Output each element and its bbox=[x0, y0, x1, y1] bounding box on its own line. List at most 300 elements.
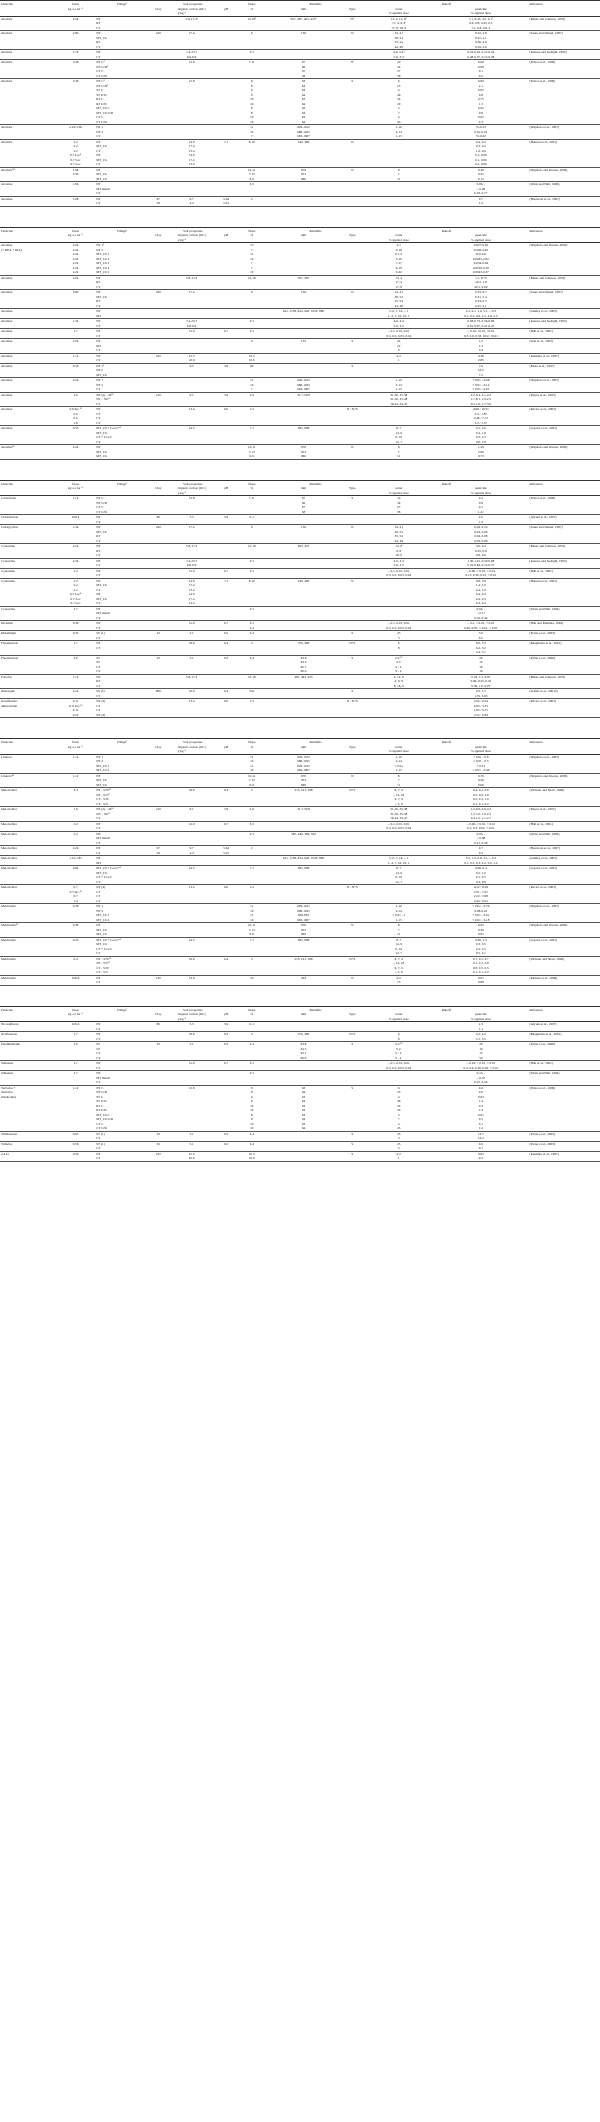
cell-oc: 6.6-6.9 bbox=[168, 324, 216, 329]
table-row bbox=[0, 454, 600, 459]
cell-t: NT bbox=[96, 1032, 101, 1036]
cell-oc: 14.0 bbox=[188, 139, 195, 144]
cell-water: 4-6, 3-4³ bbox=[393, 50, 405, 54]
cell-t: CT bbox=[95, 1037, 149, 1042]
cell-pest: 0.1 bbox=[478, 505, 483, 509]
cell-d: 2.24 bbox=[72, 558, 79, 563]
table-row bbox=[0, 1156, 600, 1161]
cell-t: CT bbox=[95, 1080, 149, 1085]
cell-ref: (Isensee and Sadeghi, 1993) bbox=[529, 558, 567, 563]
cell-t: ST U/D bbox=[96, 1099, 107, 1103]
cell-water: 34, 41 bbox=[394, 290, 403, 294]
header-tillage: Tillage¹ bbox=[95, 480, 149, 486]
cell-pest: < 0.01 - 0.14 bbox=[472, 382, 490, 387]
header-slope: Slope bbox=[237, 739, 267, 745]
cell-water: 7 bbox=[397, 172, 400, 176]
cell-clay: 67 bbox=[156, 846, 160, 850]
cell-slope: 10.6 bbox=[237, 358, 267, 363]
cell-d: 0.56 bbox=[72, 1151, 79, 1156]
cell-rain: 995, 688 bbox=[297, 866, 310, 870]
cell-oc: 21.5 bbox=[188, 353, 195, 358]
cell-d: 3.36 bbox=[72, 79, 79, 83]
cell-pest: 0.3, 0.3 bbox=[433, 601, 528, 606]
cell-ref: (Afyuni et al., 1997) bbox=[529, 515, 557, 519]
cell-water: -, 14, 18 bbox=[393, 961, 405, 965]
cell-rain: 62.7 bbox=[300, 1051, 307, 1055]
cell-p: Atrazine bbox=[1, 243, 13, 247]
cell-clay: 59 bbox=[149, 851, 168, 856]
cell-slope: 12-18 bbox=[247, 674, 256, 679]
header-dose-unit: kg a.i. ha⁻¹ bbox=[68, 744, 83, 749]
cell-p: Norflurazon bbox=[1, 1032, 18, 1036]
cell-rain bbox=[267, 1156, 341, 1161]
cell-rain: 67 bbox=[301, 69, 306, 73]
cell-water: 0.2 bbox=[396, 353, 401, 358]
header-dose-unit: kg a.i. ha⁻¹ bbox=[68, 1012, 83, 1016]
cell-p: 2,4-D bbox=[1, 1151, 9, 1156]
cell-slope: 7 bbox=[250, 261, 253, 265]
cell-d: 1.12 bbox=[72, 353, 79, 358]
cell-t: NT bbox=[96, 544, 101, 548]
cell-water: S - L bbox=[395, 1051, 403, 1055]
cell-p: Terbufos bbox=[1, 1090, 13, 1094]
cell-t: CT - S/S bbox=[95, 802, 149, 807]
cell-ref: (Felsot et al., 1990) bbox=[529, 60, 556, 64]
cell-ph: 6.0 bbox=[224, 885, 229, 889]
cell-t: CT bbox=[95, 45, 149, 50]
cell-rain: 63 bbox=[301, 1094, 306, 1099]
header-slope-unit: % bbox=[250, 6, 254, 11]
cell-water: 4 bbox=[397, 115, 400, 119]
cell-t: MT_Ch U/D bbox=[96, 1117, 114, 1121]
cell-pest: 16 bbox=[479, 664, 483, 669]
cell-d: 2.80 bbox=[72, 31, 79, 35]
cell-oc: 17.4 bbox=[188, 596, 195, 601]
cell-water: S - L bbox=[395, 664, 403, 669]
cell-oc: 5.1 bbox=[189, 1131, 194, 1136]
cell-rain: 995, 688 bbox=[297, 937, 310, 942]
cell-water: 11 bbox=[364, 177, 433, 182]
cell-d: 2.0 bbox=[73, 655, 78, 660]
cell-t: CT bbox=[95, 1136, 149, 1141]
cell-pest: 7.9 bbox=[478, 363, 483, 368]
cell-d: 0.7 bbox=[73, 894, 78, 898]
cell-p: Alachlor bbox=[1, 79, 13, 83]
cell-rain: 63 bbox=[301, 106, 306, 110]
cell-oc: 13.4 bbox=[188, 885, 195, 889]
cell-pest: 0.0010-0.59 bbox=[472, 265, 489, 270]
cell-pest: 0.4, 0.2, 0.6 bbox=[473, 788, 489, 792]
cell-pest: 0.1, 0.1, 0.2 bbox=[433, 970, 528, 975]
cell-slope: 10 bbox=[250, 101, 254, 106]
cell-t: CT bbox=[95, 684, 149, 689]
cell-pest: 19.2, 1.8 bbox=[475, 280, 487, 284]
cell-t: CT bbox=[95, 334, 149, 339]
cell-t: NT bbox=[96, 606, 101, 611]
cell-water: 12, 8 bbox=[395, 544, 403, 548]
header-type: Type bbox=[349, 486, 356, 490]
cell-pest: 0.06 bbox=[433, 783, 528, 788]
cell-p: Alachlor bbox=[1, 16, 13, 21]
cell-oc: 18.6 bbox=[188, 788, 195, 792]
cell-water: 0-22 bbox=[364, 270, 433, 275]
header-pesticide-runoff: pesticide bbox=[475, 233, 487, 237]
cell-t: ST (1) bbox=[96, 631, 105, 635]
cell-type: N bbox=[351, 139, 354, 144]
cell-clay: 232 bbox=[155, 353, 161, 358]
cell-water: < 0.01 bbox=[394, 763, 403, 768]
cell-type: S bbox=[351, 496, 354, 500]
cell-t: NT – Sil.¹² bbox=[96, 811, 111, 816]
cell-rain: 686-1025 bbox=[297, 759, 310, 763]
cell-pest: 2.1 bbox=[478, 83, 483, 88]
cell-pest: 2.46 / 7.72 bbox=[473, 416, 488, 420]
cell-p: Pendimethalin bbox=[1, 1042, 21, 1046]
cell-d: 2.24-3.36 bbox=[69, 125, 82, 129]
cell-t: MT_Ch + Cov.C¹⁴ bbox=[96, 866, 121, 870]
cell-t: CT bbox=[95, 134, 149, 139]
cell-slope: 7-11 bbox=[248, 496, 255, 500]
cell-ref bbox=[528, 980, 600, 985]
cell-t: NT bbox=[96, 975, 101, 980]
cell-water: 8, 7 bbox=[396, 866, 402, 870]
cell-slope: 3 bbox=[250, 641, 253, 645]
cell-type: N bbox=[351, 525, 354, 529]
header-soil-properties: Soil properties bbox=[149, 1, 237, 7]
cell-d: 0.7 Loc bbox=[70, 596, 81, 601]
cell-d: 2.2 bbox=[73, 568, 78, 573]
cell-p bbox=[0, 201, 56, 206]
cell-water: 14, 9 bbox=[395, 430, 403, 435]
cell-pest: 0.2, 0.06 bbox=[433, 162, 528, 167]
cell-t: NT bbox=[96, 196, 101, 201]
cell-pest: 6.2, 3.2 bbox=[475, 645, 486, 650]
cell-d: 0.56 bbox=[72, 363, 79, 368]
cell-d: 1.7 bbox=[73, 606, 78, 611]
cell-slope: 3-4 bbox=[249, 1131, 254, 1136]
header-runoff: Runoff bbox=[364, 227, 528, 233]
cell-oc: 9.5 bbox=[189, 363, 194, 368]
cell-water: 3-16 bbox=[395, 256, 402, 261]
cell-pest: 0.41 bbox=[477, 172, 484, 176]
cell-ref: (Hall et al., 1991) bbox=[529, 1061, 553, 1065]
cell-type: N bbox=[351, 31, 354, 35]
cell-t: NT bbox=[96, 290, 101, 294]
cell-t: NT bbox=[96, 407, 101, 411]
cell-t: CT bbox=[96, 416, 101, 420]
cell-t: MT_Ch C bbox=[96, 1112, 110, 1117]
cell-t: NT bbox=[96, 309, 101, 313]
cell-pest: < 0.01 - 0.08 bbox=[472, 378, 490, 382]
pesticide-runoff-table bbox=[0, 738, 600, 986]
cell-pest: < 0.01 bbox=[476, 763, 486, 768]
cell-water: 3 bbox=[397, 106, 400, 110]
cell-rain: 31.7-50.8 bbox=[297, 392, 310, 397]
cell-slope: 6-9 bbox=[237, 783, 267, 788]
cell-water: 4 bbox=[397, 1121, 400, 1126]
cell-oc: 14.5 bbox=[188, 426, 195, 430]
cell-ph: 6.5 bbox=[224, 655, 229, 660]
cell-water: 8 bbox=[397, 923, 400, 927]
cell-ref: (Baker and Johnson, 1979) bbox=[529, 275, 566, 280]
cell-t: MT_Ch 3 bbox=[96, 261, 110, 265]
cell-t: NT bbox=[96, 445, 101, 449]
cell-pest: 26 bbox=[479, 655, 483, 660]
cell-d: 2.24 bbox=[72, 339, 79, 343]
cell-water: 17, 4, 9, 8 bbox=[392, 21, 406, 25]
cell-p: Cyanazine bbox=[1, 578, 15, 583]
cell-rain: 63 bbox=[301, 115, 306, 119]
cell-pest: 0.04, 0.08 bbox=[474, 534, 488, 538]
cell-slope: 7-11 bbox=[248, 60, 255, 64]
cell-pest: 0.25, 2.1 bbox=[475, 35, 487, 40]
cell-d: 0.7 Loc bbox=[56, 162, 95, 167]
cell-rain: 64 bbox=[301, 101, 306, 106]
header-clay: Clay bbox=[155, 486, 162, 490]
cell-slope: 10 bbox=[237, 918, 267, 923]
header-clay: Clay bbox=[155, 6, 162, 11]
cell-slope: 3-5 bbox=[249, 821, 254, 826]
cell-d: 0.25 bbox=[72, 937, 79, 942]
cell-clay: 120 bbox=[155, 975, 161, 980]
cell-water: 44, 48 bbox=[364, 45, 433, 50]
cell-clay: 220 bbox=[155, 31, 161, 35]
cell-ph bbox=[215, 454, 236, 459]
header-soil-properties: Soil properties bbox=[149, 227, 237, 233]
header-type: Type bbox=[349, 6, 356, 11]
cell-rain: 585, 446, 366, 562 bbox=[291, 831, 316, 836]
cell-water: 23 bbox=[397, 1090, 401, 1094]
cell-slope: 10-11 bbox=[247, 923, 256, 927]
cell-p: Metolachlor bbox=[1, 788, 18, 792]
cell-pest: 0.6 bbox=[478, 1141, 483, 1146]
cell-ref bbox=[528, 454, 600, 459]
header-rainfalls: Rainfalls bbox=[267, 1, 365, 7]
cell-rain: 64 bbox=[267, 120, 341, 125]
cell-water: 31-36, 35-48 bbox=[390, 397, 408, 401]
cell-ref: (Rector et al., 2003) bbox=[529, 885, 556, 889]
cell-ph: 6.7 bbox=[224, 568, 229, 573]
cell-d bbox=[56, 1156, 95, 1161]
cell-t: MT_Ch bbox=[95, 932, 149, 937]
cell-d: 2.2 bbox=[73, 139, 78, 144]
cell-pest: 0.8, 0.5, 0.5 bbox=[473, 965, 489, 970]
cell-ph: 7.1 bbox=[224, 578, 229, 583]
cell-rain: 58 bbox=[267, 74, 341, 79]
cell-t: NT bbox=[96, 16, 101, 21]
cell-rain: 953 bbox=[301, 172, 306, 176]
cell-t: RT C bbox=[96, 97, 104, 101]
cell-slope: 3 bbox=[250, 956, 253, 961]
cell-t: NT 2 bbox=[96, 382, 104, 387]
cell-ref: (Sauer and Daniel, 1987) bbox=[529, 525, 563, 529]
cell-t: CT C bbox=[96, 505, 104, 509]
cell-pest: 1.1 bbox=[433, 1027, 528, 1032]
cell-ph bbox=[215, 713, 236, 718]
cell-clay: 80 bbox=[156, 515, 160, 519]
cell-pest: Tr-0.011 bbox=[475, 252, 487, 256]
header-soil-properties: Soil properties bbox=[149, 1006, 237, 1012]
cell-ph: 5.91 bbox=[215, 201, 236, 206]
cell-slope: 2-6 bbox=[249, 392, 254, 397]
cell-t: ST bbox=[96, 660, 101, 664]
cell-pest: 1.3-7.0, 1.0-2.5 bbox=[470, 811, 492, 816]
cell-rain: 63 bbox=[301, 88, 306, 92]
header-ph: pH bbox=[224, 233, 229, 237]
cell-pest: 1.2-9.0, 0.9-4.3 bbox=[470, 807, 492, 811]
cell-pest: 0.04, 0.06 bbox=[474, 529, 488, 534]
cell-type: N bbox=[351, 290, 354, 294]
cell-t: NT (4) bbox=[96, 885, 106, 889]
cell-oc: 10.6 bbox=[168, 1156, 216, 1161]
header-pest-unit: % applied dose bbox=[433, 238, 528, 243]
cell-pest: 0.02 bbox=[477, 106, 484, 110]
cell-t: CT bbox=[95, 440, 149, 445]
cell-t: ST bbox=[96, 1046, 101, 1051]
cell-water: 3 bbox=[364, 636, 433, 641]
cell-water: 23 bbox=[397, 631, 401, 635]
cell-p: Atrazine bbox=[1, 392, 13, 397]
cell-pest: 1.55, 3.63 bbox=[433, 694, 528, 699]
cell-d: 1.7 bbox=[73, 641, 78, 645]
cell-d: 0.7 Loc bbox=[70, 157, 81, 162]
cell-pest: 5.5, 1.0, 0.9, 2.1, -, 0.3 bbox=[465, 856, 496, 860]
header-rain-unit: mm bbox=[300, 1012, 307, 1016]
cell-t: CT - S/W bbox=[96, 965, 109, 970]
cell-oc: 12.0 bbox=[188, 329, 195, 333]
cell-pest: 0.6 bbox=[478, 1090, 483, 1094]
cell-rain: 663-1007 bbox=[267, 134, 341, 139]
cell-t: CT C bbox=[96, 115, 104, 119]
cell-slope: 7-13 bbox=[248, 778, 255, 782]
cell-slope: 6 bbox=[250, 525, 253, 529]
cell-rain: 64 bbox=[301, 1108, 306, 1112]
cell-oc: 10.6 bbox=[168, 358, 216, 363]
cell-pest: -, 0.07 bbox=[476, 1075, 486, 1080]
cell-water: 34 bbox=[397, 64, 401, 69]
cell-t: MT mulch bbox=[96, 611, 111, 615]
cell-pest: 0.1 bbox=[478, 1121, 483, 1126]
cell-t: MT_Ch bbox=[95, 177, 149, 182]
cell-water: -, 0.1, 0.01, 0.01 bbox=[387, 621, 410, 625]
cell-t: NT bbox=[96, 353, 101, 358]
cell-pest: 2.66 bbox=[477, 449, 484, 454]
cell-water: 29 bbox=[397, 101, 401, 106]
cell-pest: 0.08-0.22 bbox=[474, 908, 488, 913]
cell-t: NT bbox=[96, 641, 101, 645]
cell-t: NT (2) – M¹¹ bbox=[96, 392, 114, 397]
header-rainfalls: Rainfalls bbox=[267, 227, 365, 233]
cell-t: NT (4) bbox=[95, 713, 149, 718]
cell-slope: < 1 bbox=[249, 866, 254, 870]
cell-oc: 16.9 bbox=[188, 689, 195, 693]
cell-water: 11 bbox=[364, 783, 433, 788]
cell-t: NT bbox=[96, 515, 101, 519]
cell-t: RT bbox=[96, 679, 101, 683]
cell-water: 2-14 bbox=[395, 908, 402, 913]
cell-slope: 13 bbox=[250, 243, 254, 247]
cell-slope: 10 bbox=[250, 129, 254, 134]
header-dose-unit: kg a.i. ha⁻¹ bbox=[68, 6, 83, 11]
cell-t: NT bbox=[96, 1151, 101, 1156]
cell-water: 14, 9 bbox=[395, 942, 403, 946]
cell-t: NT bbox=[96, 773, 101, 778]
cell-slope: 9 bbox=[250, 1094, 253, 1099]
cell-t: NT bbox=[96, 319, 101, 323]
cell-pest: 0.7, 0.5, 0.7 bbox=[473, 956, 489, 961]
cell-pest: < 0.01 - 0.18 bbox=[433, 918, 528, 923]
cell-rain: 960 bbox=[267, 932, 341, 937]
cell-oc: 13.4 bbox=[188, 699, 195, 703]
header-soil-unit: g kg⁻¹ bbox=[149, 11, 216, 16]
cell-pest: -, 0.18, < 0.01, < 0.01 bbox=[466, 1061, 496, 1065]
cell-slope: 7 bbox=[237, 134, 267, 139]
cell-p: Atrazine bbox=[1, 353, 13, 358]
cell-ref: (Shipitalo and Owens, 2006) bbox=[529, 773, 568, 778]
cell-pest: 0.06, 1.3 bbox=[475, 937, 487, 942]
header-rainfalls: Rainfalls bbox=[267, 480, 365, 486]
cell-pest: 0.32, 4.8 bbox=[475, 31, 487, 35]
cell-rain bbox=[267, 201, 341, 206]
cell-pest: 0.8 bbox=[478, 92, 483, 97]
cell-rain: 64 bbox=[301, 83, 306, 88]
pesticide-runoff-table bbox=[0, 480, 600, 719]
cell-water: 16-24, 34-47 bbox=[364, 816, 433, 821]
cell-slope: 11 bbox=[250, 913, 254, 917]
cell-slope: 8-10 bbox=[248, 139, 255, 144]
cell-pest: 0.06, - bbox=[476, 182, 486, 186]
cell-oc: 5.8-17.4 bbox=[186, 275, 198, 280]
cell-rain: 213, 191, 188 bbox=[294, 788, 313, 792]
cell-t: MT_Ch bbox=[96, 927, 107, 932]
cell-water: 7 bbox=[397, 110, 400, 115]
cell-oc: 14.5 bbox=[188, 866, 195, 870]
cell-t: NT 2 bbox=[96, 129, 104, 134]
cell-slope: 3-4 bbox=[249, 631, 254, 635]
cell-water: 1-10 bbox=[395, 904, 402, 908]
cell-pest: 0.09 bbox=[477, 79, 484, 83]
cell-water: 22 bbox=[397, 339, 401, 343]
cell-slope: 6 bbox=[250, 290, 253, 294]
cell-p: Metribuzin bbox=[1, 937, 16, 942]
cell-d: 1.7 bbox=[73, 329, 78, 333]
cell-t: CT bbox=[96, 148, 101, 153]
cell-slope: 3-5 bbox=[249, 621, 254, 625]
header-reference: Reference bbox=[528, 227, 600, 233]
header-type: Type bbox=[349, 233, 356, 237]
cell-t: CT bbox=[95, 520, 149, 525]
cell-d: 1.34 bbox=[72, 319, 79, 323]
cell-water: 5, 6, 7, 16, -, 1 bbox=[389, 856, 409, 860]
cell-p: Metribuzin bbox=[1, 975, 16, 980]
cell-p: diketonitrile bbox=[1, 703, 18, 708]
cell-p: Atrazine bbox=[1, 309, 13, 313]
cell-clay: 32 bbox=[156, 1042, 160, 1046]
cell-type: N bbox=[351, 445, 354, 449]
header-rain-unit: mm bbox=[300, 486, 307, 490]
cell-ph: 6.7 bbox=[224, 821, 229, 826]
cell-t: RT bbox=[96, 40, 101, 44]
cell-water: S - L bbox=[364, 1056, 433, 1061]
cell-rain: 960 bbox=[267, 783, 341, 788]
cell-type: S bbox=[351, 1042, 354, 1046]
cell-pest: < 0.01 - 0.79 bbox=[472, 904, 490, 908]
header-slope-unit: % bbox=[250, 1012, 254, 1016]
cell-t: MT mulch bbox=[96, 186, 111, 191]
cell-t: MT_Ch C bbox=[96, 106, 110, 110]
cell-ph: 6.7 bbox=[224, 621, 229, 625]
header-pesticide-runoff: pesticide bbox=[475, 486, 487, 490]
